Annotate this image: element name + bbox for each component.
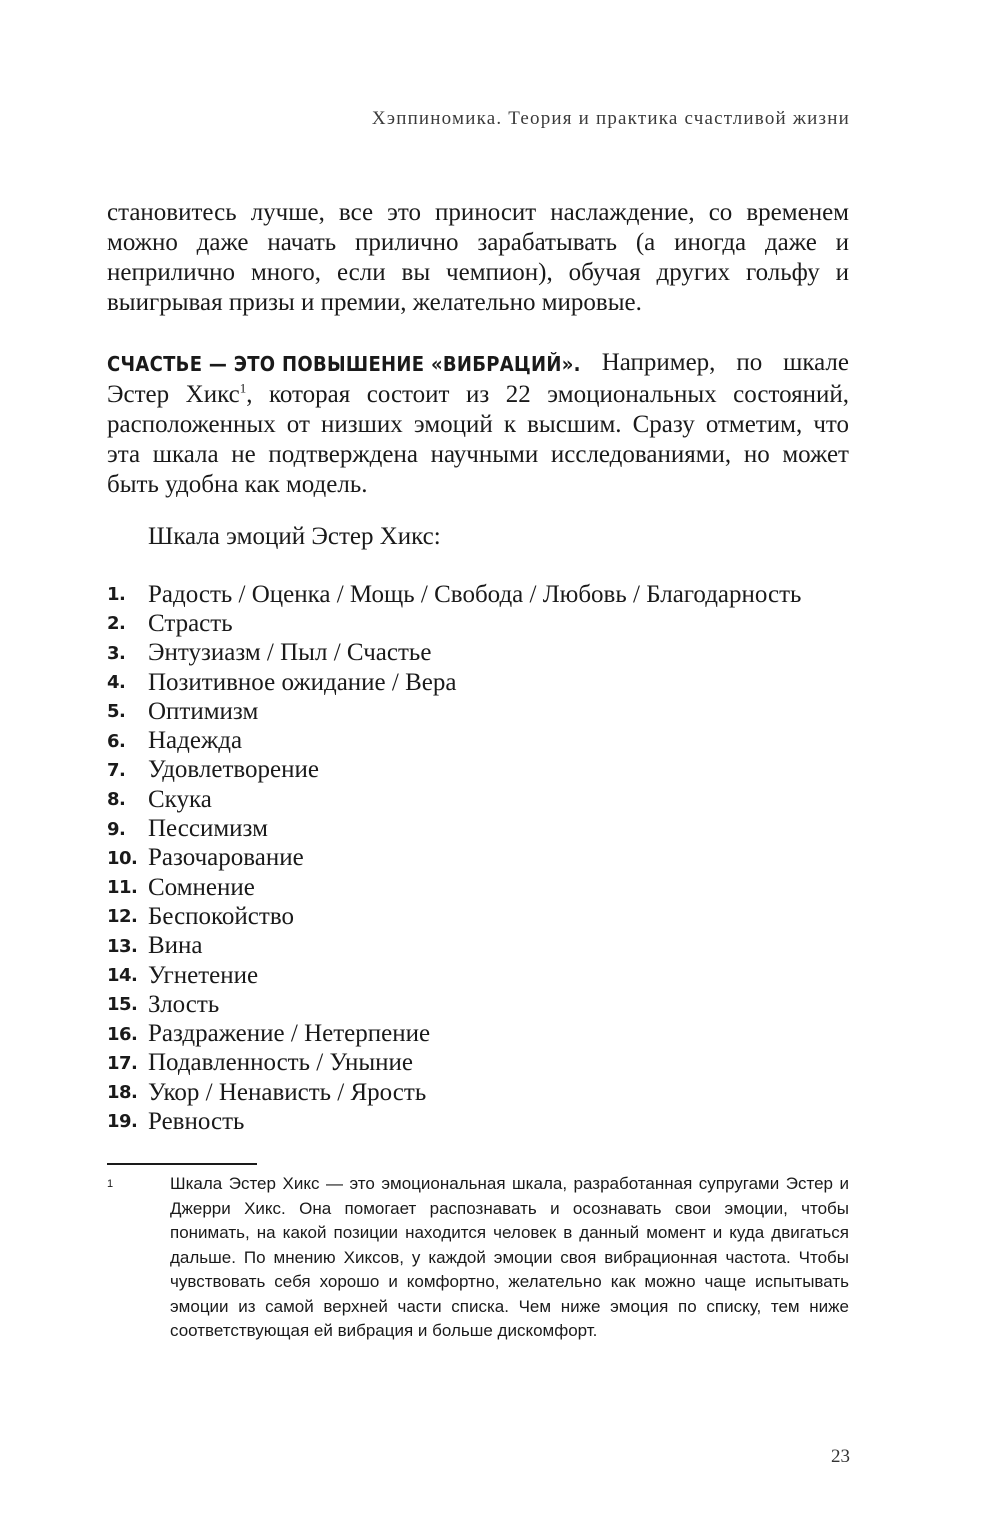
list-item-text: Пессимизм [148,815,268,843]
list-item [107,785,867,814]
list-item-text: Позитивное ожидание / Вера [148,668,457,696]
list-item [107,990,867,1019]
list-item [107,902,867,931]
list-item-text: Радость / Оценка / Мощь / Свобода / Любовь / Благодарность [148,580,802,608]
list-item [107,961,867,990]
list-item [107,814,867,843]
list-item [107,697,867,726]
list-item [107,580,867,609]
list-item [107,1107,867,1136]
list-item [107,668,867,697]
list-item [107,873,867,902]
paragraph-text-part1: Например, по шкале Эстер Хикс [107,349,849,408]
footnote [107,1172,849,1344]
list-item-number: 11. [107,877,138,899]
footnote-number: 1 [107,1178,114,1190]
list-item-number: 4. [107,672,126,694]
running-header: Хэппиномика. Теория и практика счастливой жизни [371,108,850,129]
list-item-number: 8. [107,789,126,811]
footnote-text: Шкала Эстер Хикс — это эмоциональная шкала, разработанная супругами Эстер и Джерри Хикс. Она помогает распознавать и осознавать свои эмоции, чтобы понимать, на какой позиции находится человек в данный момент и куда двигаться дальше. По мнению Хиксов, у каждой эмоции своя вибрационная частота. Чтобы чувствовать себя хорошо и комфортно, желательно как можно чаще испытывать эмоции из самой верхней части списка. Чем ниже эмоция по списку, тем ниже соответствующая ей вибрация и больше дискомфорт. [170,1174,849,1340]
list-item-number: 13. [107,935,138,957]
list-item-number: 12. [107,906,138,928]
list-item-number: 18. [107,1082,138,1104]
list-item-text: Раздражение / Нетерпение [148,1020,431,1048]
paragraph-vibrations [107,348,849,500]
list-item [107,756,867,785]
list-caption: Шкала эмоций Эстер Хикс: [148,523,441,550]
emotion-scale-list [107,580,867,1137]
list-item-number: 5. [107,701,126,723]
paragraph-lead-heading: СЧАСТЬЕ — ЭТО ПОВЫШЕНИЕ «ВИБРАЦИЙ». [107,352,581,377]
list-item-text: Оптимизм [148,697,259,725]
list-item-text: Страсть [148,609,233,637]
list-item-number: 19. [107,1111,138,1133]
list-item-text: Укор / Ненависть / Ярость [148,1078,427,1106]
paragraph-text-part2: , которая состоит из 22 эмоциональных состояний, расположенных от низших эмоций к высшим. Сразу отметим, что эта шкала не подтверждена научными исследованиями, но может быть удобна как модель. [107,381,849,498]
list-item-number: 17. [107,1052,138,1074]
list-item-number: 16. [107,1023,138,1045]
list-item-text: Энтузиазм / Пыл / Счастье [148,639,432,667]
list-item-number: 14. [107,965,138,986]
list-item-text: Ревность [148,1107,245,1135]
list-item [107,639,867,668]
list-item [107,1049,867,1078]
list-item-text: Сомнение [148,873,255,901]
list-item-text: Разочарование [148,844,304,872]
list-item-text: Подавленность / Уныние [148,1049,413,1077]
list-item-text: Беспокойство [148,902,294,930]
list-item-number: 3. [107,642,126,664]
paragraph-continuation: становитесь лучше, все это приносит наслаждение, со временем можно даже начать прилично зарабатывать (а иногда даже и неприлично много, если вы чемпион), обучая других гольфу и выигрывая призы и премии, желательно мировые. [107,199,849,316]
list-item-text: Угнетение [148,961,259,989]
list-item [107,609,867,638]
list-item-number: 6. [107,730,126,752]
list-item [107,844,867,873]
list-item-text: Вина [148,932,203,960]
page-number: 23 [831,1446,850,1467]
list-item-number: 15. [107,994,138,1016]
list-item [107,1019,867,1048]
list-item [107,726,867,755]
list-item-number: 10. [107,847,138,869]
footnote-divider [107,1163,257,1165]
list-item-text: Надежда [148,727,243,755]
list-item-text: Скука [148,785,212,813]
list-item [107,932,867,961]
list-item-text: Злость [148,990,220,1018]
list-item-number: 9. [107,818,126,840]
list-item-number: 7. [107,759,126,781]
list-item-number: 2. [107,613,126,635]
list-item [107,1078,867,1107]
list-item-number: 1. [107,584,126,606]
list-item-text: Удовлетворение [148,756,319,784]
footnote-reference[interactable]: 1 [239,380,247,396]
